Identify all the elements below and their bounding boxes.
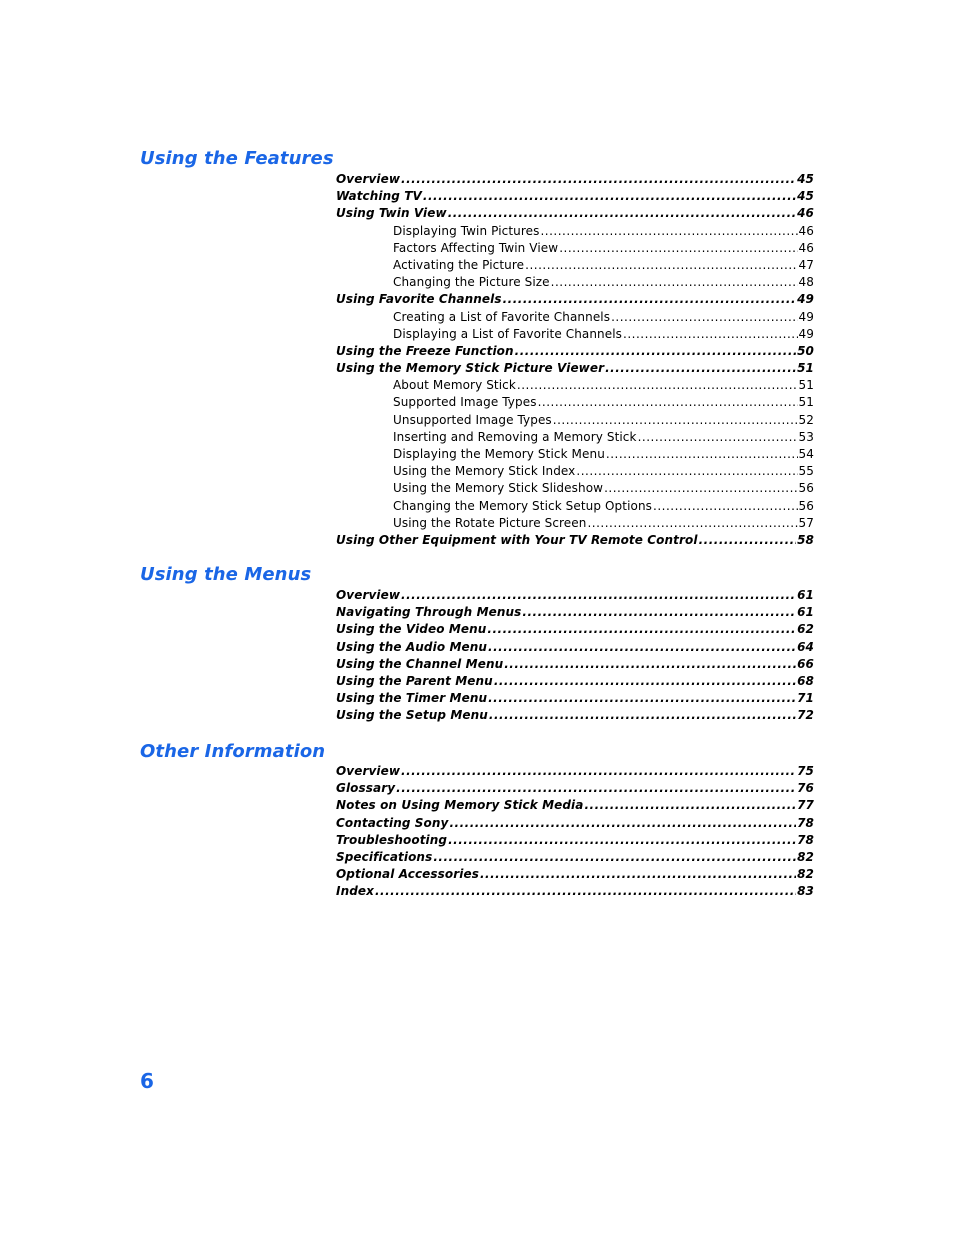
toc-entry-title: Using the Parent Menu: [336, 673, 493, 688]
toc-entry-title: Overview: [336, 172, 401, 186]
dot-leader: [538, 394, 798, 411]
toc-entry-page-number: 50: [797, 343, 814, 358]
dot-leader: [449, 815, 796, 832]
dot-leader: [433, 849, 796, 866]
toc-entry-page-number: 49: [798, 309, 814, 324]
toc-entry[interactable]: [336, 797, 814, 814]
dot-leader: [653, 498, 797, 515]
toc-entry[interactable]: [336, 639, 814, 656]
toc-entry-page-number: 61: [797, 588, 814, 602]
toc-list-other-information: [336, 763, 814, 901]
toc-entry-title: Notes on Using Memory Stick Media: [336, 798, 584, 813]
dot-leader: [525, 257, 797, 274]
section-heading-other-information: Other Information: [140, 741, 326, 762]
toc-subentry[interactable]: [336, 446, 814, 463]
toc-entry-page-number: 46: [798, 240, 814, 255]
dot-leader: [423, 188, 796, 205]
page-number: 6: [140, 1069, 154, 1093]
toc-entry-page-number: 45: [797, 189, 814, 204]
dot-leader: [488, 690, 796, 707]
toc-entry-title: Optional Accessories: [336, 867, 479, 882]
dot-leader: [401, 171, 796, 188]
dot-leader: [551, 274, 798, 291]
toc-entry-title: Supported Image Types: [393, 395, 537, 410]
dot-leader: [623, 326, 797, 343]
dot-leader: [699, 532, 797, 549]
toc-entry[interactable]: [336, 780, 814, 797]
dot-leader: [396, 780, 796, 797]
dot-leader: [584, 797, 796, 814]
toc-entry[interactable]: [336, 532, 814, 549]
toc-entry[interactable]: [336, 763, 814, 780]
toc-entry-title: Displaying Twin Pictures: [393, 223, 540, 238]
toc-entry-title: Glossary: [336, 781, 396, 796]
toc-entry-page-number: 56: [798, 498, 814, 513]
dot-leader: [540, 223, 797, 240]
dot-leader: [611, 309, 797, 326]
toc-subentry[interactable]: [336, 412, 814, 429]
toc-entry-title: Inserting and Removing a Memory Stick: [393, 429, 637, 444]
toc-entry[interactable]: [336, 604, 814, 621]
toc-entry-page-number: 53: [798, 429, 814, 444]
toc-entry-page-number: 46: [798, 223, 814, 238]
toc-entry-page-number: 62: [797, 622, 814, 637]
toc-entry-page-number: 83: [797, 884, 814, 899]
toc-entry-page-number: 55: [798, 464, 814, 479]
toc-entry-page-number: 64: [797, 639, 814, 654]
toc-entry[interactable]: [336, 690, 814, 707]
toc-subentry[interactable]: [336, 394, 814, 411]
toc-entry-page-number: 49: [797, 292, 814, 307]
toc-entry[interactable]: [336, 587, 814, 604]
toc-entry-page-number: 61: [797, 605, 814, 620]
toc-entry-title: Activating the Picture: [393, 257, 525, 272]
toc-entry[interactable]: [336, 360, 814, 377]
toc-entry-title: Using the Freeze Function: [336, 343, 514, 358]
toc-list-menus: [336, 587, 814, 725]
toc-entry-page-number: 51: [798, 395, 814, 410]
toc-entry-title: Overview: [336, 764, 401, 778]
toc-entry-page-number: 52: [798, 412, 814, 427]
toc-entry[interactable]: [336, 673, 814, 690]
dot-leader: [559, 240, 797, 257]
toc-entry-page-number: 58: [797, 532, 814, 547]
toc-entry-page-number: 75: [797, 764, 814, 778]
toc-entry[interactable]: [336, 343, 814, 360]
toc-entry[interactable]: [336, 832, 814, 849]
toc-entry[interactable]: [336, 171, 814, 188]
toc-entry-title: Watching TV: [336, 189, 422, 204]
toc-entry-page-number: 51: [798, 378, 814, 393]
toc-entry-page-number: 82: [797, 867, 814, 882]
toc-entry[interactable]: [336, 656, 814, 673]
dot-leader: [606, 446, 798, 463]
dot-leader: [480, 866, 796, 883]
toc-subentry[interactable]: [336, 515, 814, 532]
dot-leader: [576, 463, 797, 480]
dot-leader: [487, 621, 796, 638]
toc-entry-page-number: 66: [797, 656, 814, 671]
toc-entry[interactable]: [336, 291, 814, 308]
dot-leader: [401, 763, 796, 780]
toc-subentry[interactable]: [336, 309, 814, 326]
toc-entry[interactable]: [336, 815, 814, 832]
toc-subentry[interactable]: [336, 480, 814, 497]
toc-entry-page-number: 46: [797, 206, 814, 221]
toc-entry-title: Index: [336, 884, 374, 899]
dot-leader: [494, 673, 796, 690]
toc-entry-title: Displaying a List of Favorite Channels: [393, 326, 623, 341]
toc-entry[interactable]: [336, 883, 814, 900]
dot-leader: [604, 480, 797, 497]
toc-entry-title: Using Favorite Channels: [336, 292, 502, 307]
toc-entry-title: Contacting Sony: [336, 815, 449, 830]
toc-entry-page-number: 48: [798, 275, 814, 290]
toc-entry-title: Changing the Picture Size: [393, 275, 550, 290]
dot-leader: [489, 707, 796, 724]
toc-entry-page-number: 82: [797, 849, 814, 864]
toc-entry-title: Using the Memory Stick Picture Viewer: [336, 361, 605, 376]
section-heading-menus: Using the Menus: [140, 564, 312, 585]
toc-entry[interactable]: [336, 205, 814, 222]
toc-entry-title: Creating a List of Favorite Channels: [393, 309, 611, 324]
toc-entry[interactable]: [336, 621, 814, 638]
toc-entry-page-number: 77: [797, 798, 814, 813]
toc-subentry[interactable]: [336, 498, 814, 515]
dot-leader: [638, 429, 798, 446]
toc-entry-page-number: 45: [797, 172, 814, 186]
toc-entry[interactable]: [336, 866, 814, 883]
toc-entry-page-number: 54: [798, 447, 814, 461]
section-heading-features: Using the Features: [140, 148, 334, 169]
toc-entry-title: Changing the Memory Stick Setup Options: [393, 498, 653, 513]
dot-leader: [605, 360, 796, 377]
toc-subentry[interactable]: [336, 463, 814, 480]
toc-entry-page-number: 72: [797, 708, 814, 723]
dot-leader: [448, 832, 796, 849]
toc-subentry[interactable]: [336, 223, 814, 240]
toc-entry-title: Unsupported Image Types: [393, 412, 552, 427]
dot-leader: [515, 343, 796, 360]
toc-entry[interactable]: [336, 849, 814, 866]
toc-entry-title: Factors Affecting Twin View: [393, 240, 559, 255]
toc-entry-title: Navigating Through Menus: [336, 605, 522, 620]
toc-entry-page-number: 78: [797, 832, 814, 847]
toc-list-features: [336, 171, 814, 549]
toc-entry-page-number: 78: [797, 815, 814, 830]
dot-leader: [488, 639, 796, 656]
toc-entry-title: Using Other Equipment with Your TV Remote Control: [336, 532, 698, 547]
toc-entry-title: Using the Timer Menu: [336, 691, 488, 706]
toc-entry-page-number: 56: [798, 481, 814, 496]
toc-entry[interactable]: [336, 188, 814, 205]
dot-leader: [522, 604, 796, 621]
toc-entry-title: Overview: [336, 588, 401, 602]
toc-entry-title: Troubleshooting: [336, 832, 448, 847]
dot-leader: [503, 291, 796, 308]
toc-subentry[interactable]: [336, 257, 814, 274]
toc-entry-page-number: 57: [798, 515, 814, 530]
dot-leader: [517, 377, 798, 394]
toc-subentry[interactable]: [336, 377, 814, 394]
toc-subentry[interactable]: [336, 274, 814, 291]
toc-entry-title: Using the Audio Menu: [336, 639, 488, 654]
toc-subentry[interactable]: [336, 326, 814, 343]
toc-entry-title: Using the Channel Menu: [336, 656, 504, 671]
dot-leader: [401, 587, 796, 604]
toc-subentry[interactable]: [336, 240, 814, 257]
toc-entry-page-number: 49: [798, 326, 814, 341]
dot-leader: [587, 515, 797, 532]
toc-entry-page-number: 71: [797, 691, 814, 706]
toc-entry-title: Using the Memory Stick Slideshow: [393, 481, 604, 496]
dot-leader: [448, 205, 796, 222]
toc-entry-title: Using the Setup Menu: [336, 708, 488, 723]
toc-entry-title: About Memory Stick: [393, 378, 516, 393]
toc-entry[interactable]: [336, 707, 814, 724]
toc-entry-title: Specifications: [336, 849, 433, 864]
toc-entry-title: Using the Video Menu: [336, 622, 487, 637]
toc-entry-title: Using the Memory Stick Index: [393, 464, 576, 479]
dot-leader: [504, 656, 796, 673]
toc-entry-page-number: 47: [798, 257, 814, 272]
dot-leader: [553, 412, 798, 429]
toc-entry-page-number: 68: [797, 673, 814, 688]
toc-entry-title: Using the Rotate Picture Screen: [393, 515, 587, 530]
toc-subentry[interactable]: [336, 429, 814, 446]
toc-entry-title: Using Twin View: [336, 206, 447, 221]
toc-entry-page-number: 76: [797, 781, 814, 796]
dot-leader: [375, 883, 796, 900]
toc-entry-title: Displaying the Memory Stick Menu: [393, 447, 605, 461]
toc-entry-page-number: 51: [797, 361, 814, 376]
